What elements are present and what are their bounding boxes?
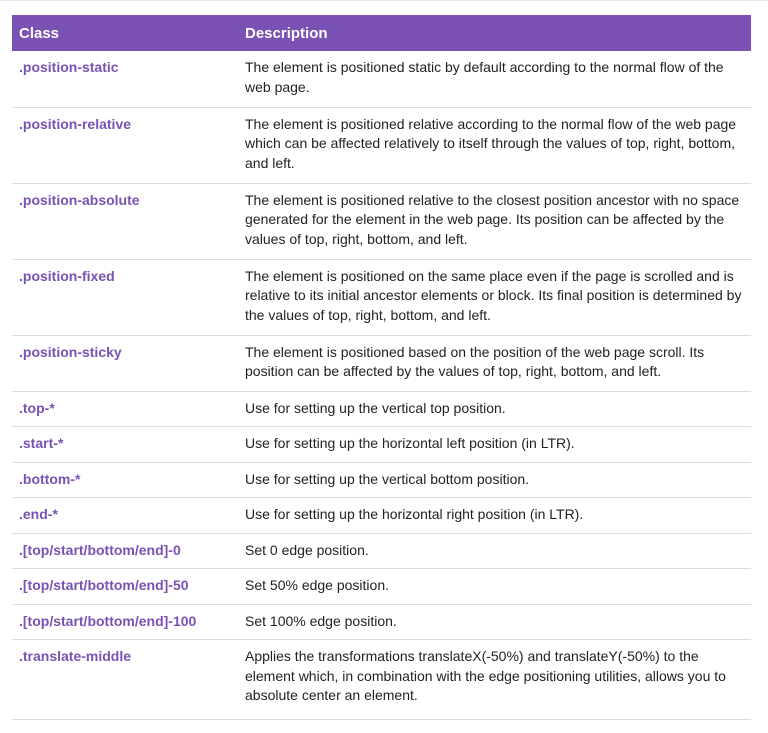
table-body bbox=[12, 51, 751, 720]
class-cell: .position-static bbox=[12, 51, 238, 107]
table-row bbox=[12, 640, 751, 720]
position-classes-table bbox=[12, 15, 751, 720]
table-row bbox=[12, 51, 751, 107]
table-row bbox=[12, 498, 751, 534]
table-row bbox=[12, 533, 751, 569]
description-cell: Use for setting up the vertical bottom position. bbox=[238, 462, 751, 498]
class-cell: .end-* bbox=[12, 498, 238, 534]
table-row bbox=[12, 107, 751, 183]
description-cell: Set 50% edge position. bbox=[238, 569, 751, 605]
description-cell: Use for setting up the vertical top position. bbox=[238, 391, 751, 427]
class-cell: .position-relative bbox=[12, 107, 238, 183]
description-cell: The element is positioned static by default according to the normal flow of the web page. bbox=[238, 51, 751, 107]
description-cell: Applies the transformations translateX(-50%) and translateY(-50%) to the element which, in combination with the edge positioning utilities, allows you to absolute center an element. bbox=[238, 640, 751, 720]
table-row bbox=[12, 259, 751, 335]
class-cell: .[top/start/bottom/end]-100 bbox=[12, 604, 238, 640]
top-divider bbox=[0, 0, 768, 1]
class-cell: .position-absolute bbox=[12, 183, 238, 259]
class-cell: .translate-middle bbox=[12, 640, 238, 720]
table-row bbox=[12, 604, 751, 640]
description-cell: Set 0 edge position. bbox=[238, 533, 751, 569]
table-row bbox=[12, 335, 751, 391]
table-row bbox=[12, 183, 751, 259]
table-row bbox=[12, 569, 751, 605]
class-cell: .top-* bbox=[12, 391, 238, 427]
header-description: Description bbox=[238, 15, 751, 51]
table-row bbox=[12, 391, 751, 427]
class-cell: .start-* bbox=[12, 427, 238, 463]
header-row bbox=[12, 15, 751, 51]
description-cell: The element is positioned based on the position of the web page scroll. Its position can be affected by the values of top, right, bottom, and left. bbox=[238, 335, 751, 391]
class-cell: .[top/start/bottom/end]-50 bbox=[12, 569, 238, 605]
description-cell: Use for setting up the horizontal left position (in LTR). bbox=[238, 427, 751, 463]
table-row bbox=[12, 427, 751, 463]
description-cell: The element is positioned relative to the closest position ancestor with no space generated for the element in the web page. Its position can be affected by the values of top, right, bottom, and left. bbox=[238, 183, 751, 259]
description-cell: Use for setting up the horizontal right position (in LTR). bbox=[238, 498, 751, 534]
table-header bbox=[12, 15, 751, 51]
description-cell: Set 100% edge position. bbox=[238, 604, 751, 640]
description-cell: The element is positioned on the same place even if the page is scrolled and is relative to its initial ancestor elements or block. Its final position is determined by the values of top, right, bottom, and left. bbox=[238, 259, 751, 335]
class-cell: .position-fixed bbox=[12, 259, 238, 335]
header-class: Class bbox=[12, 15, 238, 51]
table-row bbox=[12, 462, 751, 498]
class-cell: .bottom-* bbox=[12, 462, 238, 498]
description-cell: The element is positioned relative according to the normal flow of the web page which can be affected relatively to itself through the values of top, right, bottom, and left. bbox=[238, 107, 751, 183]
class-cell: .[top/start/bottom/end]-0 bbox=[12, 533, 238, 569]
class-cell: .position-sticky bbox=[12, 335, 238, 391]
